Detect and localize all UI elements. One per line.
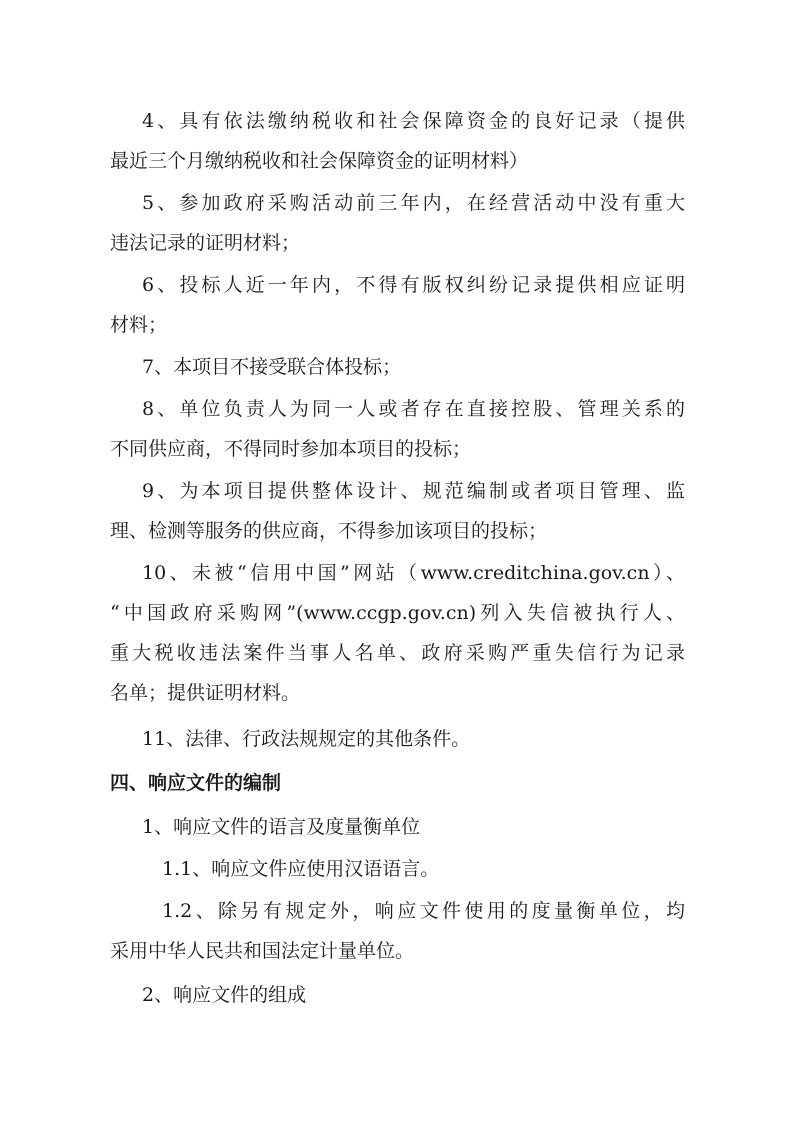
item4-line1: 4、具有依法缴纳税收和社会保障资金的良好记录（提供	[142, 110, 685, 132]
item8-line1: 8、单位负责人为同一人或者存在直接控股、管理关系的	[142, 398, 685, 420]
item10-line4: 名单；提供证明材料。	[110, 682, 301, 704]
item11-line1: 11、法律、行政法规规定的其他条件。	[142, 728, 471, 750]
item5-line1: 5、参加政府采购活动前三年内，在经营活动中没有重大	[142, 192, 685, 214]
item8-line2: 不同供应商，不得同时参加本项目的投标；	[110, 438, 472, 460]
item10-line3: 重大税收违法案件当事人名单、政府采购严重失信行为记录	[110, 642, 685, 664]
item10-line1: 10、未被“信用中国”网站（www.creditchina.gov.cn）、	[142, 562, 685, 584]
item7-line1: 7、本项目不接受联合体投标；	[142, 356, 402, 378]
item10-line2: “中国政府采购网”(www.ccgp.gov.cn)列入失信被执行人、	[110, 602, 685, 624]
clause-1-1: 1.1、响应文件应使用汉语语言。	[162, 858, 440, 880]
clause-1-2-line2: 采用中华人民共和国法定计量单位。	[110, 940, 415, 962]
item9-line2: 理、检测等服务的供应商，不得参加该项目的投标；	[110, 520, 548, 542]
item6-line1: 6、投标人近一年内，不得有版权纠纷记录提供相应证明	[142, 274, 685, 296]
item9-line1: 9、为本项目提供整体设计、规范编制或者项目管理、监	[142, 480, 685, 502]
item5-line2: 违法记录的证明材料；	[110, 232, 301, 254]
item4-line2: 最近三个月缴纳税收和社会保障资金的证明材料）	[110, 150, 529, 172]
subsection-2-title: 2、响应文件的组成	[142, 984, 307, 1006]
clause-1-2-line1: 1.2、除另有规定外，响应文件使用的度量衡单位，均	[162, 900, 685, 922]
subsection-1-title: 1、响应文件的语言及度量衡单位	[142, 816, 421, 838]
section-heading: 四、响应文件的编制	[110, 772, 282, 794]
item6-line2: 材料；	[110, 314, 168, 336]
